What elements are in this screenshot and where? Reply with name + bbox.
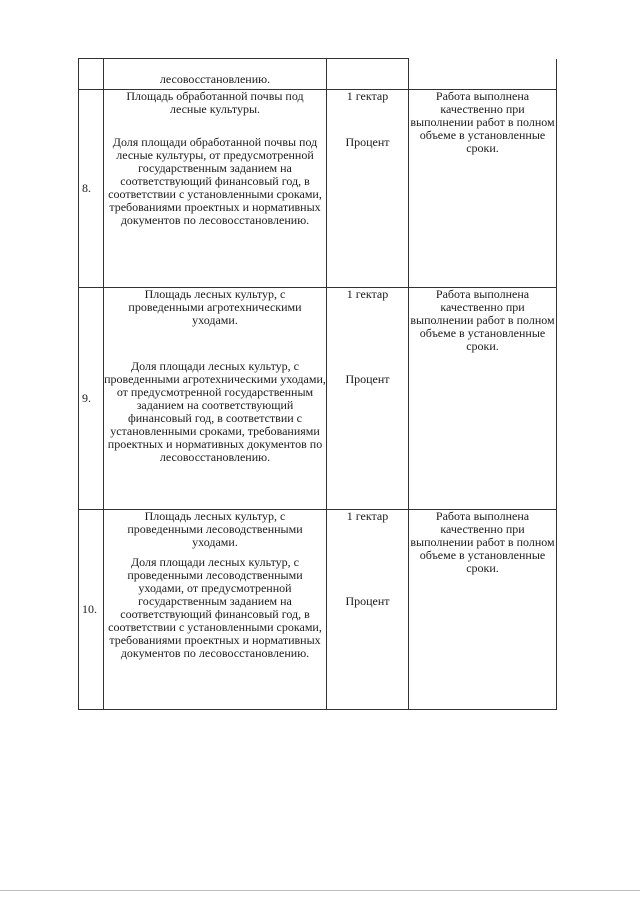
number-cell (79, 59, 104, 90)
unit-share: Процент (345, 135, 390, 149)
unit-cell (327, 90, 409, 288)
description-cell (104, 510, 327, 710)
criteria-cell (409, 510, 557, 710)
criteria-cell (409, 59, 557, 90)
criteria-cell (409, 90, 557, 288)
area-description: Площадь лесных культур, с проведенными агротехническими уходами. (128, 287, 302, 327)
criteria-cell (409, 288, 557, 510)
description-cell (104, 288, 327, 510)
scan-edge-line (0, 890, 640, 891)
table-row (79, 90, 557, 288)
description-cell (104, 90, 327, 288)
criteria-text: Работа выполнена качественно при выполнении работ в полном объеме в установленные сроки. (410, 287, 555, 353)
table-row (79, 510, 557, 710)
table-row-continuation (79, 59, 557, 90)
unit-cell (327, 510, 409, 710)
unit-cell (327, 59, 409, 90)
description-cell (104, 59, 327, 90)
row-number: 9. (79, 288, 104, 510)
criteria-text: Работа выполнена качественно при выполнении работ в полном объеме в установленные сроки. (410, 509, 555, 575)
unit-cell (327, 288, 409, 510)
unit-area: 1 гектар (346, 287, 389, 301)
area-description: Площадь обработанной почвы под лесные культуры. (126, 89, 304, 116)
works-table (78, 58, 557, 710)
area-description: Площадь лесных культур, с проведенными лесоводственными уходами. (127, 509, 303, 549)
row-number: 10. (79, 510, 104, 710)
unit-share: Процент (345, 594, 390, 608)
share-description: Доля площади лесных культур, с проведенными агротехническими уходами, от предусмотренной государственным заданием на соответствующий финансовый год, в соответствии с установленными сроками, требованиями проектных и нормативных документов по лесовосстановлению. (104, 359, 326, 464)
unit-area: 1 гектар (346, 509, 389, 523)
share-description: Доля площади лесных культур, с проведенными лесоводственными уходами, от предусмотренной государственным заданием на соответствующий финансовый год, в соответствии с установленными сроками, требованиями проектных и нормативных документов по лесовосстановлению. (108, 555, 322, 660)
row-number: 8. (79, 90, 104, 288)
description-tail: лесовосстановлению. (159, 72, 271, 86)
unit-area: 1 гектар (346, 89, 389, 103)
share-description: Доля площади обработанной почвы под лесные культуры, от предусмотренной государственным заданием на соответствующий финансовый год, в соответствии с установленными сроками, требованиями проектных и нормативных документов по лесовосстановлению. (108, 135, 322, 227)
unit-share: Процент (345, 372, 390, 386)
table-row (79, 288, 557, 510)
criteria-text: Работа выполнена качественно при выполнении работ в полном объеме в установленные сроки. (410, 89, 555, 155)
